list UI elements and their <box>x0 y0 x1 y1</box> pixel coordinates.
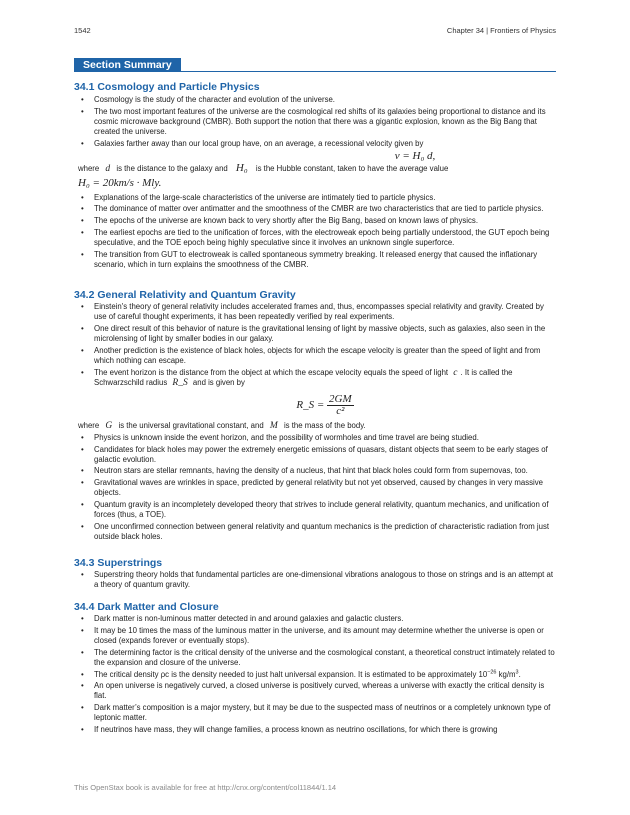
section-heading-34-2: 34.2 General Relativity and Quantum Gravity <box>74 289 296 301</box>
list-item: • The epochs of the universe are known back to very shortly after the Big Bang, based on known laws of physics. <box>78 216 556 226</box>
list-item: • Quantum gravity is an incompletely developed theory that strives to include general relativity, quantum mechanics, and unification of forces (thus, a TOE). <box>78 500 556 520</box>
list-item: • It may be 10 times the mass of the luminous matter in the universe, and its amount may determine whether the universe is open or closed (expands forever or eventually stops). <box>78 626 556 646</box>
equation-hubble-law: v = H₀ d, <box>394 150 436 163</box>
page-number: 1542 <box>74 26 91 35</box>
equation-schwarzschild: R_S = $\frac{2GM}{\text{c²}}$ <box>296 393 352 418</box>
list-item: • Einstein's theory of general relativity includes accelerated frames and, thus, encompasses special relativity and gravity. Created by use of careful thought experiments, it has been repeatedly verified by real experiments. <box>78 302 556 322</box>
list-item: • Another prediction is the existence of black holes, objects for which the escape velocity is greater than the speed of light and from which nothing can escape. <box>78 346 556 366</box>
section-heading-34-4: 34.4 Dark Matter and Closure <box>74 601 219 613</box>
list-item: • The transition from GUT to electroweak is called spontaneous symmetry breaking. It released energy that caused the inflationary scenario, which in turn explains the smoothness of the CMBR. <box>78 250 556 270</box>
section-34-4-list <box>78 614 556 737</box>
list-item: • One direct result of this behavior of nature is the gravitational lensing of light by massive objects, such as galaxies, also seen in the microlensing of light by smaller bodies in our galaxy. <box>78 324 556 344</box>
list-item: • Superstring theory holds that fundamental particles are one-dimensional vibrations analogous to those on strings and is an attempt at a theory of quantum gravity. <box>78 570 556 590</box>
section-34-3-list <box>78 570 556 592</box>
list-item: • Candidates for black holes may power the extremely energetic emissions of quasars, distant objects that seem to be early stages of galactic evolution. <box>78 445 556 465</box>
list-item: • The dominance of matter over antimatter and the smoothness of the CMBR are two characteristics that are tied to particle physics. <box>78 204 556 214</box>
section-summary-banner: Section Summary <box>74 58 181 72</box>
list-item: • Gravitational waves are wrinkles in space, predicted by general relativity but not yet observed, caused by changes in very massive objects. <box>78 478 556 498</box>
list-item: • The determining factor is the critical density of the universe and the cosmological constant, a theoretical construct intimately related to the expansion and closure of the universe. <box>78 648 556 668</box>
section-heading-34-1: 34.1 Cosmology and Particle Physics <box>74 81 260 93</box>
section-34-2-list <box>78 302 556 544</box>
equation-where-line: where d is the distance to the galaxy and H₀ is the Hubble constant, taken to have the average value <box>78 162 449 175</box>
list-item <box>78 139 556 189</box>
list-item: • The earliest epochs are tied to the unification of forces, with the electroweak epoch being partially understood, the GUT epoch being speculative, and the TOE epoch being highly speculative since it involves an unknown single superforce. <box>78 228 556 248</box>
list-item: • Cosmology is the study of the character and evolution of the universe. <box>78 95 556 105</box>
chapter-header: Chapter 34 | Frontiers of Physics <box>446 26 556 35</box>
list-item: • Dark matter’s composition is a major mystery, but it may be due to the suspected mass of neutrinos or a completely unknown type of leptonic matter. <box>78 703 556 723</box>
equation-where-line: where G is the universal gravitational constant, and M is the mass of the body. <box>78 421 366 432</box>
list-item: • An open universe is negatively curved, a closed universe is positively curved, whereas a universe with exactly the critical density is flat. <box>78 681 556 701</box>
bullet-text: Galaxies farther away than our local group have, on an average, a recessional velocity given by <box>94 138 424 148</box>
section-heading-34-3: 34.3 Superstrings <box>74 557 163 569</box>
list-item: • The critical density ρc is the density needed to just halt universal expansion. It is estimated to be approximately $10^{-26}$ $kg/m^3$. <box>78 670 556 680</box>
list-item: • Neutron stars are stellar remnants, having the density of a nucleus, that hint that black holes could form from supernovas, too. <box>78 466 556 476</box>
banner-rule <box>74 71 556 72</box>
list-item: • Dark matter is non-luminous matter detected in and around galaxies and galactic clusters. <box>78 614 556 624</box>
list-item: • Physics is unknown inside the event horizon, and the possibility of wormholes and time travel are being studied. <box>78 433 556 443</box>
list-item: • The two most important features of the universe are the cosmological red shifts of its galaxies being proportional to distance and its cosmic microwave background (CMBR). Both support the notion that there was a gigantic explosion, known as the Big Bang that created the universe. <box>78 107 556 138</box>
list-item: • Explanations of the large-scale characteristics of the universe are intimately tied to particle physics. <box>78 193 556 203</box>
list-item: • If neutrinos have mass, they will change families, a process known as neutrino oscillations, for which there is growing <box>78 725 556 735</box>
equation-hubble-constant: H₀ = 20km/s · Mly. <box>78 177 162 190</box>
footer-note: This OpenStax book is available for free at http://cnx.org/content/col11844/1.14 <box>74 783 337 792</box>
section-34-1-list <box>78 95 556 272</box>
list-item: • One unconfirmed connection between general relativity and quantum mechanics is the prediction of characteristic radiation from just outside black holes. <box>78 522 556 542</box>
list-item: • The event horizon is the distance from the object at which the escape velocity equals the speed of light c . It is called the Schwarzschild radius R_S and is given by R_S = $\frac{2GM}{\text{c²}}$ where G is the universal gravitational constant, and M is the mass of the body. <box>78 368 556 432</box>
